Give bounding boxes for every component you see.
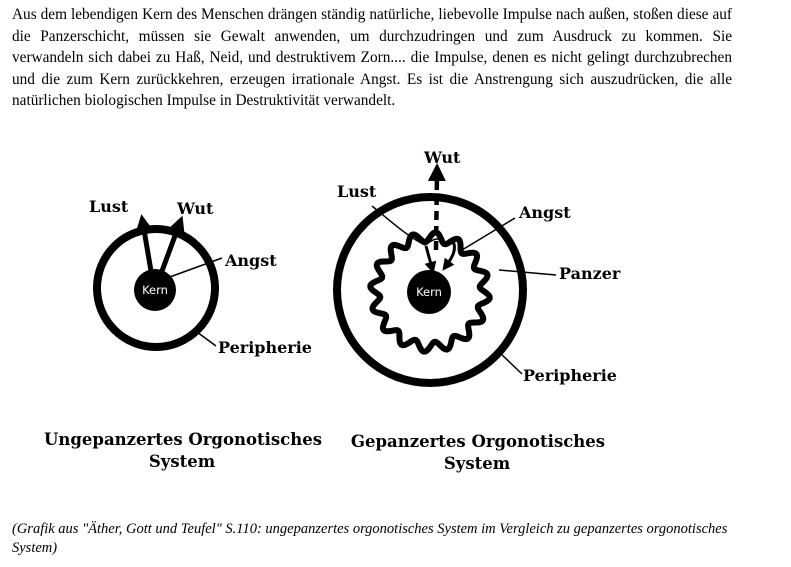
body-paragraph: Aus dem lebendigen Kern des Menschen drängen ständig natürliche, liebevolle Impulse nach außen, stoßen diese auf die Panzerschicht, müssen sie Gewalt anwenden, um durchzudringen und zum Ausdruck zu kommen. Sie verwandeln sich dabei zu Haß, Neid, und destruktivem Zorn.... die Impulse, denen es nicht gelingt durchzubrechen und die zum Kern zurückkehren, erzeugen irrationale Angst. Es ist die Anstrengung sich auszudrücken, die alle natürlichen biologischen Impulse in Destruktivität verwandelt. <box>12 6 732 109</box>
core-label: Kern <box>142 283 168 297</box>
periphery-label: Peripherie <box>218 338 312 357</box>
right-caption-line2: System <box>443 454 511 473</box>
left-caption-line2: System <box>148 452 216 471</box>
periphery-label: Peripherie <box>523 366 617 385</box>
right-caption-line1: Gepanzertes Orgonotisches <box>350 432 606 451</box>
periphery-pointer <box>197 332 216 346</box>
lust-label: Lust <box>337 182 377 201</box>
periphery-pointer <box>500 353 522 374</box>
figure-source-note: (Grafik aus "Äther, Gott und Teufel" S.110: ungepanzertes orgonotisches System im Vergleich zu gepanzertes orgonotisches System) <box>12 521 728 556</box>
angst-label: Angst <box>225 251 277 270</box>
wut-label: Wut <box>177 199 214 218</box>
angst-label: Angst <box>519 203 571 222</box>
lust-return-arrow <box>426 246 432 268</box>
unarmored-system-diagram <box>44 197 322 471</box>
lust-label: Lust <box>89 197 129 216</box>
armored-system-diagram <box>337 148 621 473</box>
panzer-pointer <box>499 270 556 275</box>
left-caption-line1: Ungepanzertes Orgonotisches <box>44 430 322 449</box>
panzer-label: Panzer <box>559 264 621 283</box>
core-label: Kern <box>416 285 442 299</box>
wut-label: Wut <box>424 148 461 167</box>
